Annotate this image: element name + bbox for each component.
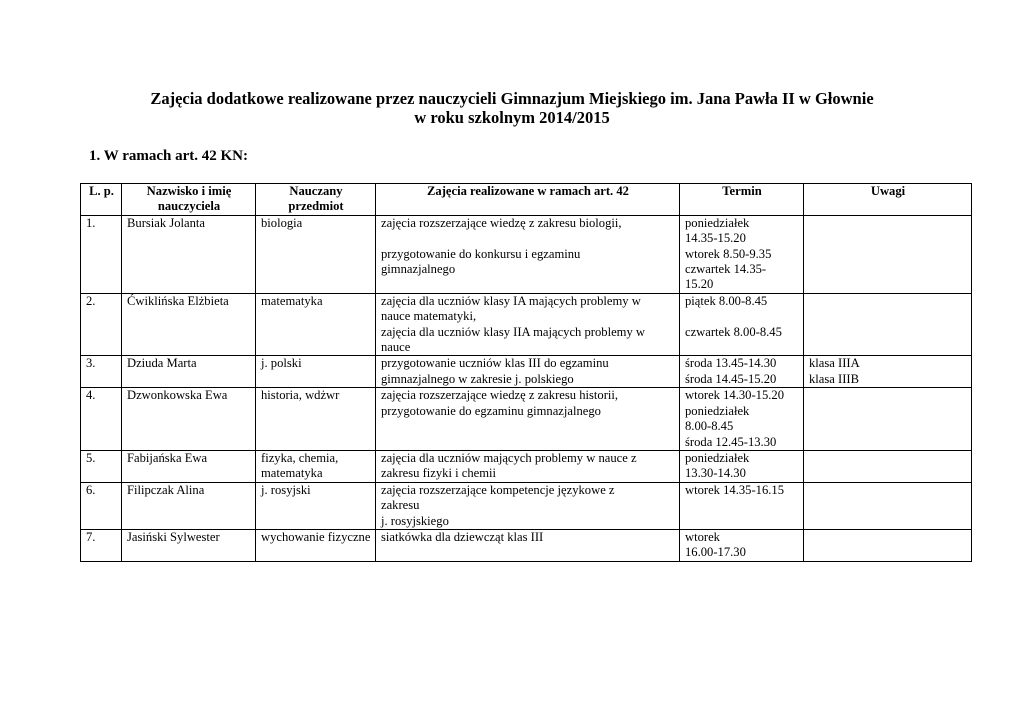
cell-term xyxy=(680,388,804,451)
cell-notes-line: klasa IIIB xyxy=(809,371,860,386)
table-row xyxy=(81,215,972,293)
cell-term-line: poniedziałek xyxy=(685,403,750,418)
cell-notes xyxy=(804,215,972,293)
header-name-line-1: Nazwisko i imię xyxy=(146,184,232,198)
cell-activities-line: zajęcia rozszerzające wiedzę z zakresu biologii, xyxy=(381,215,622,230)
cell-lp: 5. xyxy=(81,450,122,482)
cell-activities xyxy=(376,388,680,451)
cell-term xyxy=(680,293,804,356)
cell-term xyxy=(680,450,804,482)
header-term: Termin xyxy=(680,184,804,216)
cell-notes-line: klasa IIIA xyxy=(809,356,860,371)
table-row xyxy=(81,529,972,561)
cell-notes xyxy=(804,482,972,529)
cell-term-line: wtorek 8.50-9.35 xyxy=(685,246,772,261)
cell-activities-line: j. rosyjskiego xyxy=(381,513,449,528)
cell-activities-line: zakresu xyxy=(381,498,420,513)
cell-term-line: czwartek 8.00-8.45 xyxy=(685,324,782,339)
cell-notes xyxy=(804,356,972,388)
table-row xyxy=(81,293,972,356)
cell-term xyxy=(680,529,804,561)
cell-notes xyxy=(804,450,972,482)
header-subject xyxy=(256,184,376,216)
cell-activities-line: zajęcia dla uczniów mających problemy w nauce z xyxy=(381,450,637,465)
header-name xyxy=(122,184,256,216)
cell-activities-line: zajęcia rozszerzające wiedzę z zakresu historii, xyxy=(381,388,619,403)
cell-activities xyxy=(376,482,680,529)
table-row xyxy=(81,450,972,482)
cell-activities-line: zajęcia dla uczniów klasy IA mających problemy w xyxy=(381,293,641,308)
header-notes: Uwagi xyxy=(804,184,972,216)
cell-subject: biologia xyxy=(256,215,376,293)
cell-activities-line: przygotowanie uczniów klas III do egzaminu xyxy=(381,356,609,371)
cell-activities-line: nauce matematyki, xyxy=(381,309,477,324)
cell-activities-line: przygotowanie do konkursu i egzaminu xyxy=(381,246,581,261)
title-line-2: w roku szkolnym 2014/2015 xyxy=(414,108,610,127)
cell-lp: 6. xyxy=(81,482,122,529)
cell-teacher-name: Dziuda Marta xyxy=(122,356,256,388)
cell-lp: 7. xyxy=(81,529,122,561)
cell-term-line: 16.00-17.30 xyxy=(685,545,746,560)
cell-activities xyxy=(376,293,680,356)
cell-subject: fizyka, chemia, matematyka xyxy=(256,450,376,482)
cell-activities xyxy=(376,529,680,561)
title-line-1: Zajęcia dodatkowe realizowane przez nauczycieli Gimnazjum Miejskiego im. Jana Pawła II w Głownie xyxy=(150,89,874,108)
document-title xyxy=(0,89,1024,127)
cell-lp: 2. xyxy=(81,293,122,356)
table-row xyxy=(81,356,972,388)
cell-activities xyxy=(376,215,680,293)
cell-term-line: 8.00-8.45 xyxy=(685,419,734,434)
cell-subject: matematyka xyxy=(256,293,376,356)
cell-lp: 4. xyxy=(81,388,122,451)
cell-activities-line: gimnazjalnego xyxy=(381,262,456,277)
activities-table xyxy=(80,183,972,562)
cell-term-line: środa 14.45-15.20 xyxy=(685,371,777,386)
cell-teacher-name: Fabijańska Ewa xyxy=(122,450,256,482)
cell-spacer xyxy=(381,231,675,246)
header-lp: L. p. xyxy=(81,184,122,216)
cell-activities-line: gimnazjalnego w zakresie j. polskiego xyxy=(381,371,574,386)
table-row xyxy=(81,482,972,529)
header-activities: Zajęcia realizowane w ramach art. 42 xyxy=(376,184,680,216)
cell-activities-line: zakresu fizyki i chemii xyxy=(381,466,497,481)
cell-spacer xyxy=(685,309,799,324)
header-name-line-2: nauczyciela xyxy=(157,199,221,214)
cell-term-line: poniedziałek xyxy=(685,215,750,230)
cell-term xyxy=(680,356,804,388)
table-body xyxy=(81,215,972,561)
cell-activities xyxy=(376,450,680,482)
cell-term-line: czwartek 14.35- xyxy=(685,262,767,277)
cell-activities-line: zajęcia rozszerzające kompetencje językowe z xyxy=(381,482,615,497)
cell-term-line: 14.35-15.20 xyxy=(685,231,746,246)
cell-term-line: środa 12.45-13.30 xyxy=(685,434,777,449)
cell-term-line: piątek 8.00-8.45 xyxy=(685,293,768,308)
table-header-row xyxy=(81,184,972,216)
cell-activities-line: nauce xyxy=(381,340,411,355)
cell-teacher-name: Bursiak Jolanta xyxy=(122,215,256,293)
cell-subject: j. rosyjski xyxy=(256,482,376,529)
cell-term-line: 13.30-14.30 xyxy=(685,466,746,481)
cell-term-line: wtorek 14.30-15.20 xyxy=(685,388,784,403)
cell-lp: 3. xyxy=(81,356,122,388)
cell-teacher-name: Jasiński Sylwester xyxy=(122,529,256,561)
cell-term xyxy=(680,215,804,293)
cell-teacher-name: Filipczak Alina xyxy=(122,482,256,529)
cell-lp: 1. xyxy=(81,215,122,293)
cell-activities-line: siatkówka dla dziewcząt klas III xyxy=(381,529,544,544)
cell-term-line: środa 13.45-14.30 xyxy=(685,356,777,371)
section-heading: 1. W ramach art. 42 KN: xyxy=(89,148,249,164)
cell-teacher-name: Ćwiklińska Elżbieta xyxy=(122,293,256,356)
cell-term-line: wtorek xyxy=(685,529,720,544)
cell-notes xyxy=(804,529,972,561)
cell-activities-line: przygotowanie do egzaminu gimnazjalnego xyxy=(381,403,601,418)
cell-term-line: 15.20 xyxy=(685,277,714,292)
cell-notes xyxy=(804,388,972,451)
table-row xyxy=(81,388,972,451)
cell-notes xyxy=(804,293,972,356)
cell-subject: wychowanie fizyczne xyxy=(256,529,376,561)
cell-activities xyxy=(376,356,680,388)
cell-activities-line: zajęcia dla uczniów klasy IIA mających problemy w xyxy=(381,324,646,339)
header-subject-line-1: Nauczany xyxy=(289,184,343,198)
cell-term-line: wtorek 14.35-16.15 xyxy=(685,482,784,497)
cell-teacher-name: Dzwonkowska Ewa xyxy=(122,388,256,451)
cell-subject: j. polski xyxy=(256,356,376,388)
cell-subject: historia, wdżwr xyxy=(256,388,376,451)
header-subject-line-2: przedmiot xyxy=(288,199,344,214)
cell-term-line: poniedziałek xyxy=(685,450,750,465)
cell-term xyxy=(680,482,804,529)
